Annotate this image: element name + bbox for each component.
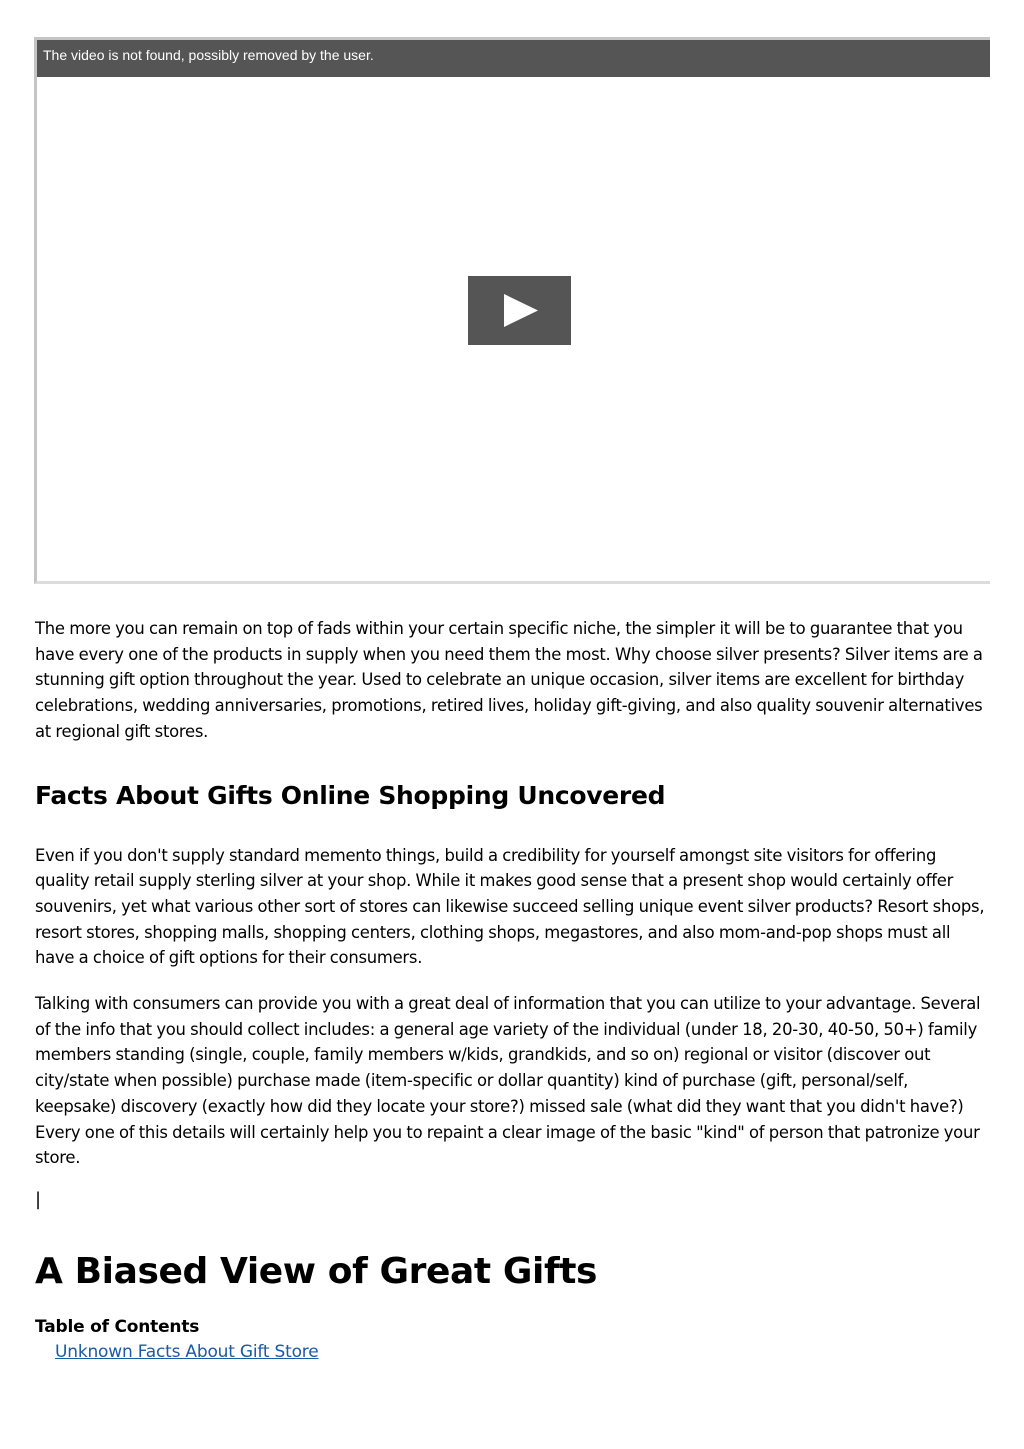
paragraph-souvenirs: Even if you don't supply standard memento things, build a credibility for yourself amongst site visitors for offering quality retail supply sterling silver at your shop. While it makes good sense that a present shop would certainly offer souvenirs, yet what various other sort of stores can likewise succeed selling unique event silver products? Resort shops, resort stores, shopping malls, shopping centers, clothing shops, megastores, and also mom-and-pop shops must all have a choice of gift options for their consumers. [35,845,985,968]
page-title: A Biased View of Great Gifts [35,1250,598,1292]
play-triangle-icon [468,276,571,345]
section-heading: Facts About Gifts Online Shopping Uncovered [35,780,666,810]
separator-mark: | [35,1188,42,1210]
video-player[interactable] [34,37,990,584]
paragraph-consumers: Talking with consumers can provide you with a great deal of information that you can utilize to your advantage. Several of the info that you should collect includes: a general age variety of the individual (under 18, 20-30, 40-50, 50+) family members standing (single, couple, family members w/kids, grandkids, and so on) regional or visitor (discover out city/state when possible) purchase made (item-specific or dollar quantity) kind of purchase (gift, personal/self, keepsake) discovery (exactly how did they locate your store?) missed sale (what did they want that you didn't have?) Every one of this details will certainly help you to repaint a clear image of the basic "kind" of person that patronize your store. [35,994,981,1168]
article-body [35,616,990,1365]
paragraph-intro: The more you can remain on top of fads within your certain specific niche, the simpler it will be to guarantee that you have every one of the products in supply when you need them the most. Why choose silver presents? Silver items are a stunning gift option throughout the year. Used to celebrate an unique occasion, silver items are excellent for birthday celebrations, wedding anniversaries, promotions, retired lives, holiday gift-giving, and also quality souvenir alternatives at regional gift stores. [35,619,983,741]
video-error-bar [37,40,990,77]
play-button[interactable] [468,276,571,345]
toc-link-unknown-facts[interactable]: Unknown Facts About Gift Store [55,1341,319,1362]
video-error-message: The video is not found, possibly removed by the user. [43,47,374,63]
toc-title: Table of Contents [35,1316,200,1337]
table-of-contents [35,1339,990,1365]
